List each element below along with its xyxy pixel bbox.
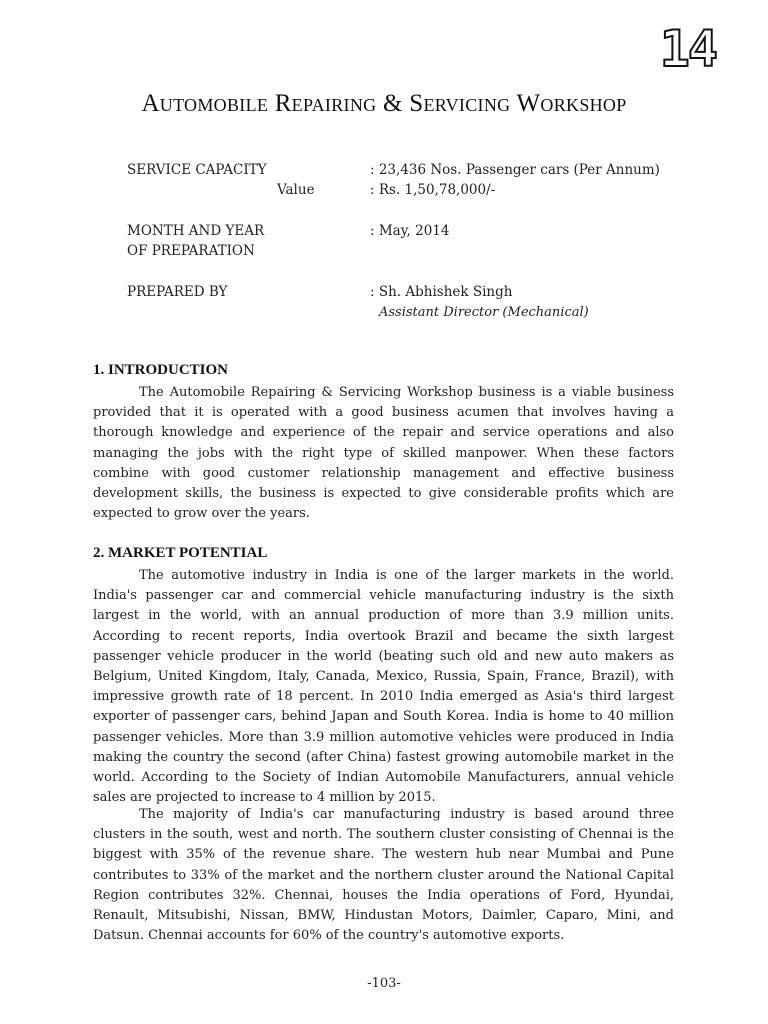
service-capacity-label: SERVICE CAPACITY <box>127 162 267 178</box>
introduction-paragraph: The Automobile Repairing & Servicing Workshop business is a viable business provided that it is operated with a good business acumen that involves having a thorough knowledge and experience of the repair and service operations and also managing the jobs with the right type of skilled manpower. When these factors combine with good customer relationship management and effective business development skills, the business is expected to give considerable profits which are expected to grow over the years. <box>93 385 674 522</box>
value-value: : Rs. 1,50,78,000/- <box>370 182 496 198</box>
market-paragraph-2: The majority of India's car manufacturing industry is based around three clusters in the south, west and north. The southern cluster consisting of Chennai is the biggest with 35% of the revenue share. The western hub near Mumbai and Pune contributes to 33% of the market and the northern cluster around the National Capital Region contributes 32%. Chennai, houses the India operations of Ford, Hyundai, Renault, Mitsubishi, Nissan, BMW, Hindustan Motors, Daimler, Caparo, Mini, and Datsun. Chennai accounts for 60% of the country's automotive exports. <box>93 807 674 944</box>
service-capacity-value: : 23,436 Nos. Passenger cars (Per Annum) <box>370 162 660 178</box>
section-title: MARKET POTENTIAL <box>108 545 268 561</box>
prepared-by-designation: Assistant Director (Mechanical) <box>379 305 589 320</box>
page-title: Automobile Repairing & Servicing Workshop <box>141 90 627 117</box>
section-number: 1 <box>93 362 101 378</box>
chapter-number: 14 <box>659 20 716 78</box>
preparation-label: OF PREPARATION <box>127 243 255 259</box>
month-year-label: MONTH AND YEAR <box>127 223 265 239</box>
section-title: INTRODUCTION <box>108 362 229 378</box>
section-heading-introduction: 1. INTRODUCTION <box>93 362 229 378</box>
section-heading-market-potential: 2. MARKET POTENTIAL <box>93 545 268 561</box>
market-paragraph-1: The automotive industry in India is one of the larger markets in the world. India's passenger car and commercial vehicle manufacturing industry is the sixth largest in the world, with an annual production of more than 3.9 million units. According to recent reports, India overtook Brazil and became the sixth largest passenger vehicle producer in the world (beating such old and new auto makers as Belgium, United Kingdom, Italy, Canada, Mexico, Russia, Spain, France, Brazil), with impressive growth rate of 18 percent. In 2010 India emerged as Asia's third largest exporter of passenger cars, behind Japan and South Korea. India is home to 40 million passenger vehicles. More than 3.9 million automotive vehicles were produced in India making the country the second (after China) fastest growing automobile market in the world. According to the Society of Indian Automobile Manufacturers, annual vehicle sales are projected to increase to 4 million by 2015. <box>93 568 674 806</box>
page-number: -103- <box>367 976 401 991</box>
section-number: 2 <box>93 545 101 561</box>
month-year-value: : May, 2014 <box>370 223 450 239</box>
prepared-by-label: PREPARED BY <box>127 284 228 300</box>
prepared-by-value: : Sh. Abhishek Singh <box>370 284 513 300</box>
value-label: Value <box>277 182 315 198</box>
